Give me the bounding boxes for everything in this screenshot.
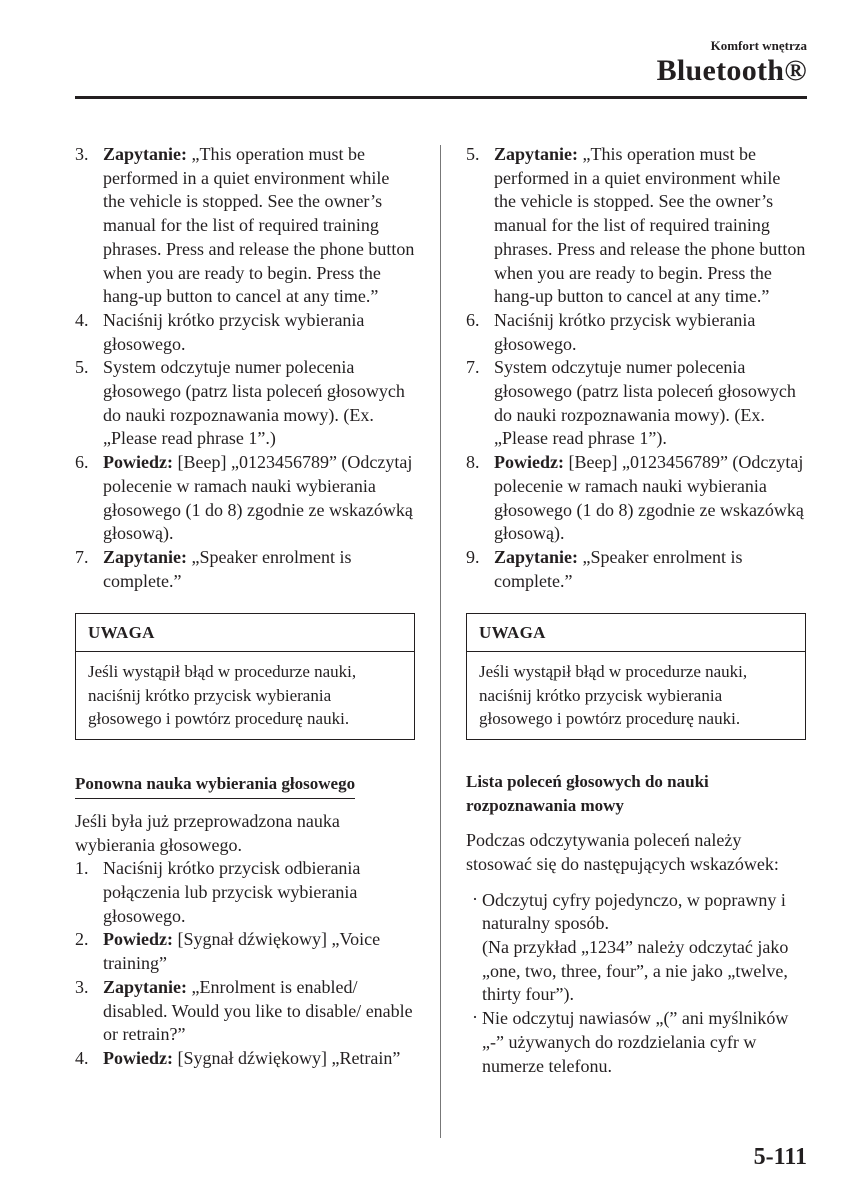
guideline-list	[466, 889, 806, 1079]
right-column	[466, 143, 806, 1078]
step-text: System odczytuje numer polecenia głosowego (patrz lista poleceń głosowych do nauki rozpoznawania mowy). (Ex. „Please read phrase 1”).	[494, 357, 796, 449]
step-text: [Beep] „0123456789” (Odczytaj polecenie w ramach nauki wybierania głosowego (1 do 8) zgodnie ze wskazówką głosową).	[494, 452, 804, 544]
step-text: [Sygnał dźwiękowy] „Voice training”	[103, 929, 381, 974]
step-text: Naciśnij krótko przycisk wybierania głosowego.	[103, 309, 365, 354]
step-item	[75, 356, 415, 451]
step-item	[75, 857, 415, 928]
step-text: „Enrolment is enabled/ disabled. Would you like to disable/ enable or retrain?”	[103, 976, 413, 1045]
step-text: „Speaker enrolment is complete.”	[103, 546, 352, 591]
section-heading: Ponowna nauka wybierania głosowego	[75, 772, 355, 799]
step-list	[466, 143, 806, 593]
step-item	[466, 143, 806, 309]
page-title: Bluetooth®	[656, 54, 807, 87]
step-number: 2.	[75, 929, 89, 950]
step-list	[75, 143, 415, 593]
step-item	[75, 309, 415, 356]
step-number: 8.	[466, 452, 480, 473]
step-label: Zapytanie:	[103, 976, 188, 997]
step-number: 6.	[75, 452, 89, 473]
step-text: [Sygnał dźwiękowy] „Retrain”	[172, 1047, 401, 1068]
column-divider	[440, 145, 441, 1138]
step-text: System odczytuje numer polecenia głosowego (patrz lista poleceń głosowych do nauki rozpoznawania mowy). (Ex. „Please read phrase 1”.)	[103, 357, 405, 449]
step-number: 5.	[466, 144, 480, 164]
step-number: 4.	[75, 309, 89, 330]
left-column	[75, 143, 415, 1071]
step-number: 4.	[75, 1047, 89, 1068]
note-title: UWAGA	[467, 614, 805, 652]
step-number: 7.	[75, 546, 89, 567]
step-label: Powiedz:	[103, 452, 173, 473]
step-text: Naciśnij krótko przycisk odbierania połączenia lub przycisk wybierania głosowego.	[103, 858, 361, 926]
bullet-text: Nie odczytuj nawiasów „(” ani myślników „-” używanych do rozdzielania cyfr w numerze telefonu.	[482, 1008, 789, 1076]
step-text: „Speaker enrolment is complete.”	[494, 546, 743, 591]
bullet-icon: ·	[472, 1007, 478, 1028]
section-intro: Jeśli była już przeprowadzona nauka wybierania głosowego.	[75, 810, 340, 855]
step-item	[75, 1047, 415, 1071]
step-number: 6.	[466, 309, 480, 330]
section-intro: Podczas odczytywania poleceń należy stosować się do następujących wskazówek:	[466, 830, 779, 874]
step-item	[75, 546, 415, 593]
step-label: Zapytanie:	[494, 144, 579, 164]
section-heading: Lista poleceń głosowych do nauki rozpoznawania mowy	[466, 772, 709, 816]
page-number: 5-111	[753, 1144, 807, 1170]
note-box	[75, 613, 415, 740]
step-number: 5.	[75, 357, 89, 378]
note-body: Jeśli wystąpił błąd w procedurze nauki, naciśnij krótko przycisk wybierania głosowego i powtórz procedurę nauki.	[88, 662, 357, 729]
bullet-example: (Na przykład „1234” należy odczytać jako „one, two, three, four”, a nie jako „twelve, thirty four”).	[482, 936, 789, 1005]
note-box	[466, 613, 806, 740]
step-number: 3.	[75, 144, 89, 164]
list-item	[466, 1007, 806, 1078]
step-number: 3.	[75, 976, 89, 997]
step-label: Zapytanie:	[103, 144, 188, 164]
step-text: Naciśnij krótko przycisk wybierania głosowego.	[494, 309, 756, 354]
step-item	[75, 928, 415, 975]
bullet-text: Odczytuj cyfry pojedynczo, w poprawny i naturalny sposób.	[482, 889, 786, 934]
chapter-label: Komfort wnętrza	[710, 38, 807, 53]
note-title: UWAGA	[76, 614, 414, 652]
step-label: Powiedz:	[103, 929, 173, 950]
step-item	[466, 546, 806, 593]
step-label: Zapytanie:	[103, 546, 188, 567]
step-number: 1.	[75, 858, 89, 879]
list-item	[466, 889, 806, 1008]
step-label: Powiedz:	[494, 452, 564, 473]
step-item	[75, 143, 415, 309]
retrain-step-list	[75, 857, 415, 1070]
note-body: Jeśli wystąpił błąd w procedurze nauki, naciśnij krótko przycisk wybierania głosowego i powtórz procedurę nauki.	[479, 662, 748, 729]
bullet-icon: ·	[472, 888, 478, 909]
step-label: Powiedz:	[103, 1047, 173, 1068]
step-item	[75, 451, 415, 546]
step-item	[75, 976, 415, 1047]
step-number: 7.	[466, 357, 480, 378]
step-item	[466, 309, 806, 356]
step-text: [Beep] „0123456789” (Odczytaj polecenie w ramach nauki wybierania głosowego (1 do 8) zgodnie ze wskazówką głosową).	[103, 452, 413, 544]
step-item	[466, 451, 806, 546]
header-rule	[75, 96, 807, 99]
step-text: „This operation must be performed in a quiet environment while the vehicle is stopped. See the owner’s manual for the list of required training phrases. Press and release the phone button when you are ready to begin. Press the hang-up button to cancel at any time.”	[103, 144, 415, 307]
step-number: 9.	[466, 546, 480, 567]
step-label: Zapytanie:	[494, 546, 579, 567]
step-text: „This operation must be performed in a quiet environment while the vehicle is stopped. See the owner’s manual for the list of required training phrases. Press and release the phone button when you are ready to begin. Press the hang-up button to cancel at any time.”	[494, 144, 806, 307]
step-item	[466, 356, 806, 451]
